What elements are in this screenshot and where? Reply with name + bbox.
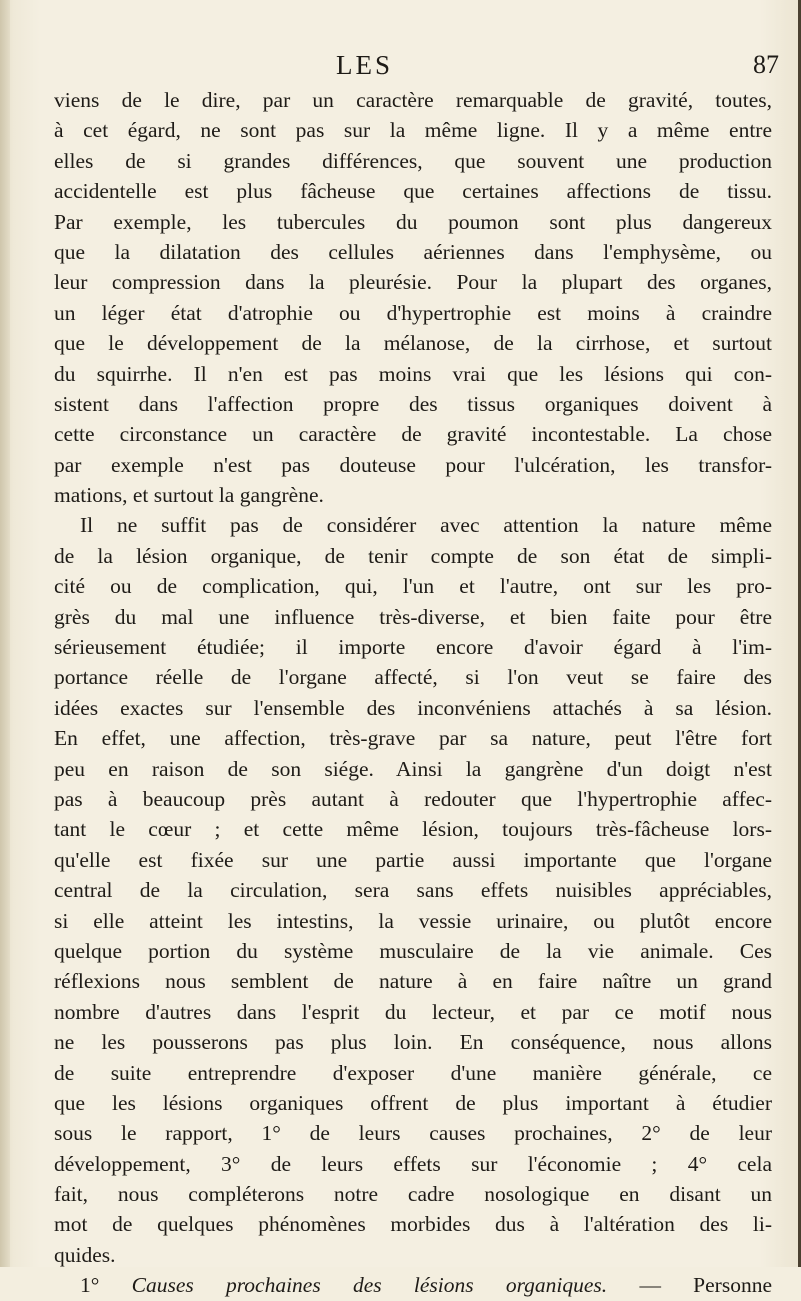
text-line: ne les pousserons pas plus loin. En conséquence, nous allons [54,1030,772,1055]
text-line: En effet, une affection, très-grave par sa nature, peut l'être fort [54,726,772,751]
text-line: sérieusement étudiée; il importe encore d'avoir égard à l'im- [54,635,772,660]
text-line: si elle atteint les intestins, la vessie urinaire, ou plutôt encore [54,908,772,933]
text-line: de la lésion organique, de tenir compte de son état de simpli- [54,543,772,568]
text-line: portance réelle de l'organe affecté, si l'on veut se faire des [54,665,772,690]
text-line: mot de quelques phénomènes morbides dus à l'altération des li- [54,1212,772,1237]
text-line: mations, et surtout la gangrène. [54,483,324,508]
text-line: nombre d'autres dans l'esprit du lecteur, et par ce motif nous [54,999,772,1024]
text-line: central de la circulation, sera sans effets nuisibles appréciables, [54,878,772,903]
text-line: du squirrhe. Il n'en est pas moins vrai que les lésions qui con- [54,361,772,386]
text-line: leur compression dans la pleurésie. Pour la plupart des organes, [54,270,772,295]
running-title: LES [336,50,394,80]
text-line: sistent dans l'affection propre des tissus organiques doivent à [54,391,772,416]
text-line: réflexions nous semblent de nature à en faire naître un grand [54,969,772,994]
text-line: quelque portion du système musculaire de la vie animale. Ces [54,938,772,963]
section-heading-line [54,1270,772,1300]
section-number: 1° [80,1273,100,1298]
text-line: qu'elle est fixée sur une partie aussi importante que l'organe [54,847,772,872]
text-line: sous le rapport, 1° de leurs causes prochaines, 2° de leur [54,1121,772,1146]
running-header [0,50,801,84]
text-line: que la dilatation des cellules aériennes dans l'emphysème, ou [54,239,772,264]
text-line: cette circonstance un caractère de gravité incontestable. La chose [54,422,772,447]
text-line: accidentelle est plus fâcheuse que certaines affections de tissu. [54,179,772,204]
paragraph-start-line: Il ne suffit pas de considérer avec attention la nature même [80,513,772,538]
text-line: fait, nous compléterons notre cadre nosologique en disant un [54,1182,772,1207]
text-line: pas à beaucoup près autant à redouter que l'hypertrophie affec- [54,786,772,811]
text-line: tant le cœur ; et cette même lésion, toujours très-fâcheuse lors- [54,817,772,842]
text-line: elles de si grandes différences, que souvent une production [54,148,772,173]
text-line: grès du mal une influence très-diverse, et bien faite pour être [54,604,772,629]
text-line: par exemple n'est pas douteuse pour l'ulcération, les transfor- [54,452,772,477]
text-line: de suite entreprendre d'exposer d'une manière générale, ce [54,1060,772,1085]
section-continuation: — Personne [639,1273,773,1298]
text-line: à cet égard, ne sont pas sur la même ligne. Il y a même entre [54,118,772,143]
page-number: 87 [753,50,779,79]
text-line: idées exactes sur l'ensemble des inconvéniens attachés à sa lésion. [54,695,772,720]
text-line: peu en raison de son siége. Ainsi la gangrène d'un doigt n'est [54,756,772,781]
text-line: que les lésions organiques offrent de plus important à étudier [54,1090,772,1115]
text-line: que le développement de la mélanose, de la cirrhose, et surtout [54,331,772,356]
text-line: développement, 3° de leurs effets sur l'économie ; 4° cela [54,1151,772,1176]
section-heading: Causes prochaines des lésions organiques. [131,1273,608,1298]
page-binding-edge [0,0,10,1267]
body-text [54,85,772,1301]
text-line: Par exemple, les tubercules du poumon sont plus dangereux [54,209,772,234]
text-line: viens de le dire, par un caractère remarquable de gravité, toutes, [54,88,772,112]
text-line: un léger état d'atrophie ou d'hypertrophie est moins à craindre [54,300,772,325]
text-line: cité ou de complication, qui, l'un et l'autre, ont sur les pro- [54,574,772,599]
text-line: quides. [54,1242,116,1267]
